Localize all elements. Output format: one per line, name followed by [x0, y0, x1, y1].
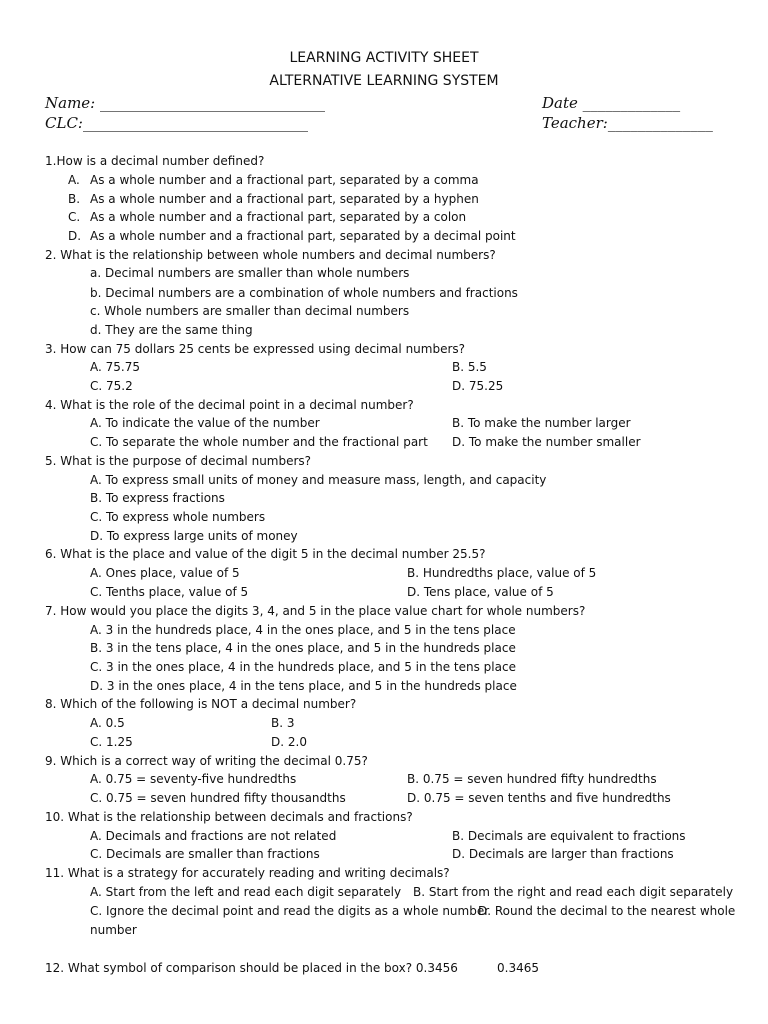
- question-1: 1.How is a decimal number defined?: [45, 154, 265, 168]
- q9-option-b[interactable]: B. 0.75 = seven hundred fifty hundredths: [407, 772, 657, 786]
- q1-option-d[interactable]: [68, 229, 516, 243]
- q9-option-c[interactable]: C. 0.75 = seven hundred fifty thousandths: [90, 791, 346, 805]
- q8-option-d[interactable]: D. 2.0: [271, 735, 307, 749]
- q2-option-b[interactable]: b. Decimal numbers are a combination of whole numbers and fractions: [90, 286, 518, 300]
- q2-option-a[interactable]: a. Decimal numbers are smaller than whole numbers: [90, 266, 410, 280]
- question-9: 9. Which is a correct way of writing the decimal 0.75?: [45, 754, 368, 768]
- q2-option-d[interactable]: d. They are the same thing: [90, 323, 253, 337]
- q11-option-d-continued: number: [90, 923, 137, 937]
- q4-option-a[interactable]: A. To indicate the value of the number: [90, 416, 320, 430]
- option-marker: A.: [68, 173, 80, 187]
- question-5: 5. What is the purpose of decimal numbers?: [45, 454, 312, 468]
- q6-option-b[interactable]: B. Hundredths place, value of 5: [407, 566, 597, 580]
- question-8: 8. Which of the following is NOT a decimal number?: [45, 697, 357, 711]
- sheet-title: LEARNING ACTIVITY SHEET: [289, 50, 479, 66]
- q5-option-c[interactable]: C. To express whole numbers: [90, 510, 266, 524]
- option-text: As a whole number and a fractional part, separated by a hyphen: [90, 192, 479, 206]
- q1-option-b[interactable]: [68, 192, 479, 206]
- question-4: 4. What is the role of the decimal point in a decimal number?: [45, 398, 414, 412]
- q11-option-d[interactable]: D. Round the decimal to the nearest whole: [478, 904, 736, 918]
- q6-option-c[interactable]: C. Tenths place, value of 5: [90, 585, 249, 599]
- teacher-field[interactable]: Teacher:______________: [542, 114, 713, 132]
- q4-option-b[interactable]: B. To make the number larger: [452, 416, 631, 430]
- question-10: 10. What is the relationship between decimals and fractions?: [45, 810, 413, 824]
- q3-option-c[interactable]: C. 75.2: [90, 379, 133, 393]
- option-marker: B.: [68, 192, 81, 206]
- q7-option-d[interactable]: D. 3 in the ones place, 4 in the tens place, and 5 in the hundreds place: [90, 679, 517, 693]
- q8-option-c[interactable]: C. 1.25: [90, 735, 133, 749]
- q4-option-d[interactable]: D. To make the number smaller: [452, 435, 641, 449]
- q10-option-b[interactable]: B. Decimals are equivalent to fractions: [452, 829, 686, 843]
- q9-option-a[interactable]: A. 0.75 = seventy-five hundredths: [90, 772, 297, 786]
- q1-option-c[interactable]: [68, 210, 466, 224]
- sheet-subtitle: ALTERNATIVE LEARNING SYSTEM: [269, 73, 499, 89]
- clc-field[interactable]: CLC:______________________________: [45, 114, 308, 132]
- q5-option-d[interactable]: D. To express large units of money: [90, 529, 298, 543]
- question-2: 2. What is the relationship between whole numbers and decimal numbers?: [45, 248, 496, 262]
- q3-option-d[interactable]: D. 75.25: [452, 379, 504, 393]
- option-text: As a whole number and a fractional part, separated by a decimal point: [90, 229, 516, 243]
- q5-option-a[interactable]: A. To express small units of money and measure mass, length, and capacity: [90, 473, 547, 487]
- q8-option-a[interactable]: A. 0.5: [90, 716, 125, 730]
- option-marker: D.: [68, 229, 82, 243]
- question-12: 12. What symbol of comparison should be placed in the box? 0.3456: [45, 961, 458, 975]
- question-11: 11. What is a strategy for accurately reading and writing decimals?: [45, 866, 450, 880]
- question-6: 6. What is the place and value of the digit 5 in the decimal number 25.5?: [45, 547, 486, 561]
- q12-second-value: 0.3465: [497, 961, 539, 975]
- q9-option-d[interactable]: D. 0.75 = seven tenths and five hundredths: [407, 791, 671, 805]
- q10-option-d[interactable]: D. Decimals are larger than fractions: [452, 847, 674, 861]
- q1-option-a[interactable]: [68, 173, 479, 187]
- q7-option-c[interactable]: C. 3 in the ones place, 4 in the hundreds place, and 5 in the tens place: [90, 660, 516, 674]
- q6-option-d[interactable]: D. Tens place, value of 5: [407, 585, 554, 599]
- question-7: 7. How would you place the digits 3, 4, and 5 in the place value chart for whole numbers?: [45, 604, 586, 618]
- q10-option-c[interactable]: C. Decimals are smaller than fractions: [90, 847, 320, 861]
- option-marker: C.: [68, 210, 81, 224]
- q7-option-a[interactable]: A. 3 in the hundreds place, 4 in the ones place, and 5 in the tens place: [90, 623, 516, 637]
- q11-option-a[interactable]: A. Start from the left and read each digit separately: [90, 885, 402, 899]
- q6-option-a[interactable]: A. Ones place, value of 5: [90, 566, 240, 580]
- q7-option-b[interactable]: B. 3 in the tens place, 4 in the ones place, and 5 in the hundreds place: [90, 641, 516, 655]
- q3-option-b[interactable]: B. 5.5: [452, 360, 487, 374]
- option-text: As a whole number and a fractional part, separated by a colon: [90, 210, 467, 224]
- name-field[interactable]: Name: ______________________________: [45, 94, 325, 112]
- q10-option-a[interactable]: A. Decimals and fractions are not related: [90, 829, 337, 843]
- q11-option-c[interactable]: C. Ignore the decimal point and read the digits as a whole number: [90, 904, 490, 918]
- q2-option-c[interactable]: c. Whole numbers are smaller than decimal numbers: [90, 304, 410, 318]
- q3-option-a[interactable]: A. 75.75: [90, 360, 140, 374]
- option-text: As a whole number and a fractional part, separated by a comma: [90, 173, 479, 187]
- q5-option-b[interactable]: B. To express fractions: [90, 491, 225, 505]
- question-3: 3. How can 75 dollars 25 cents be expressed using decimal numbers?: [45, 342, 466, 356]
- q8-option-b[interactable]: B. 3: [271, 716, 295, 730]
- q4-option-c[interactable]: C. To separate the whole number and the fractional part: [90, 435, 428, 449]
- date-field[interactable]: Date _____________: [542, 94, 681, 112]
- q11-option-b[interactable]: B. Start from the right and read each digit separately: [413, 885, 734, 899]
